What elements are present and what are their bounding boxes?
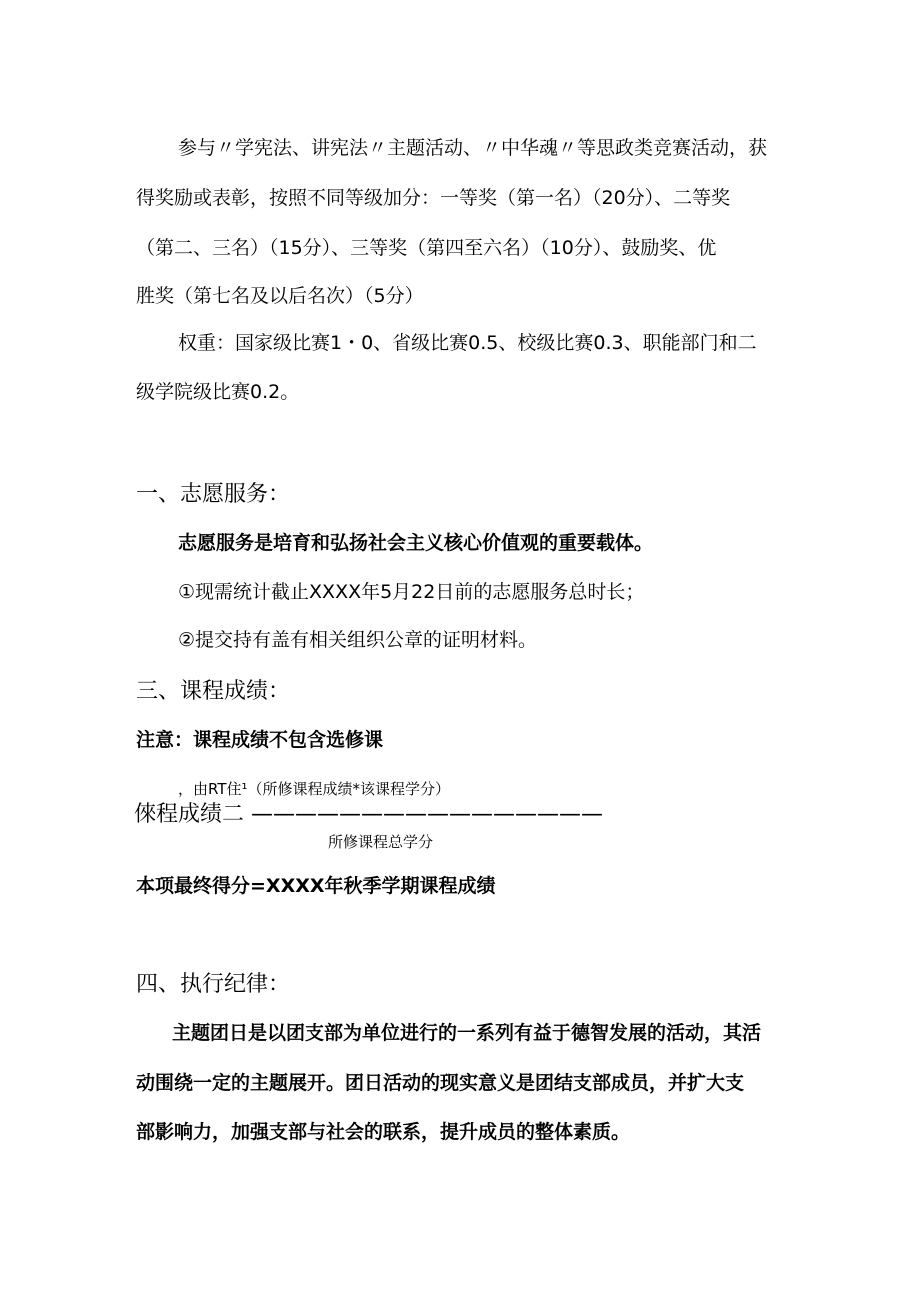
discipline-line-3: 部影响力，加强支部与社会的联系，提升成员的整体素质。	[136, 1121, 631, 1143]
volunteer-item-1: ①现需统计截止XXXX年5月22日前的志愿服务总时长；	[178, 581, 645, 603]
course-final-score: 本项最终得分=XXXX年秋季学期课程成绩	[136, 875, 496, 897]
formula-denominator: 所修课程总学分	[328, 833, 434, 851]
para1-line-4: 胜奖（第七名及以后名次）（5分）	[136, 285, 424, 307]
formula-left: 倈程成绩二 ————————————————	[134, 802, 603, 827]
course-note: 注意：课程成绩不包含选修课	[136, 729, 384, 751]
para1-line-2: 得奖励或表彰，按照不同等级加分：一等奖（第一名）（20分）、二等奖	[136, 187, 731, 209]
section-heading-volunteer: 一、志愿服务：	[136, 482, 291, 507]
para2-line-2: 级学院级比赛0.2。	[136, 381, 300, 403]
discipline-line-1: 主题团日是以团支部为单位进行的一系列有益于德智发展的活动，其活	[172, 1022, 762, 1044]
volunteer-item-2: ②提交持有盖有相关组织公章的证明材料。	[178, 629, 538, 651]
volunteer-intro: 志愿服务是培育和弘扬社会主义核心价值观的重要载体。	[178, 532, 654, 554]
para2-line-1: 权重：国家级比赛1・0、省级比赛0.5、校级比赛0.3、职能部门和二	[178, 332, 757, 354]
section-heading-discipline: 四、执行纪律：	[136, 972, 291, 997]
discipline-line-2: 动围绕一定的主题展开。团日活动的现实意义是团结支部成员，并扩大支	[136, 1072, 745, 1094]
formula-numerator: ，由RT住¹（所修课程成绩*该课程学分）	[178, 780, 451, 798]
section-heading-course: 三、课程成绩：	[136, 679, 291, 704]
para1-line-1: 参与〃学宪法、讲宪法〃主题活动、〃中华魂〃等思政类竞赛活动，获	[178, 137, 768, 159]
para1-line-3: （第二、三名）（15分）、三等奖（第四至六名）（10分）、鼓励奖、优	[136, 237, 717, 259]
